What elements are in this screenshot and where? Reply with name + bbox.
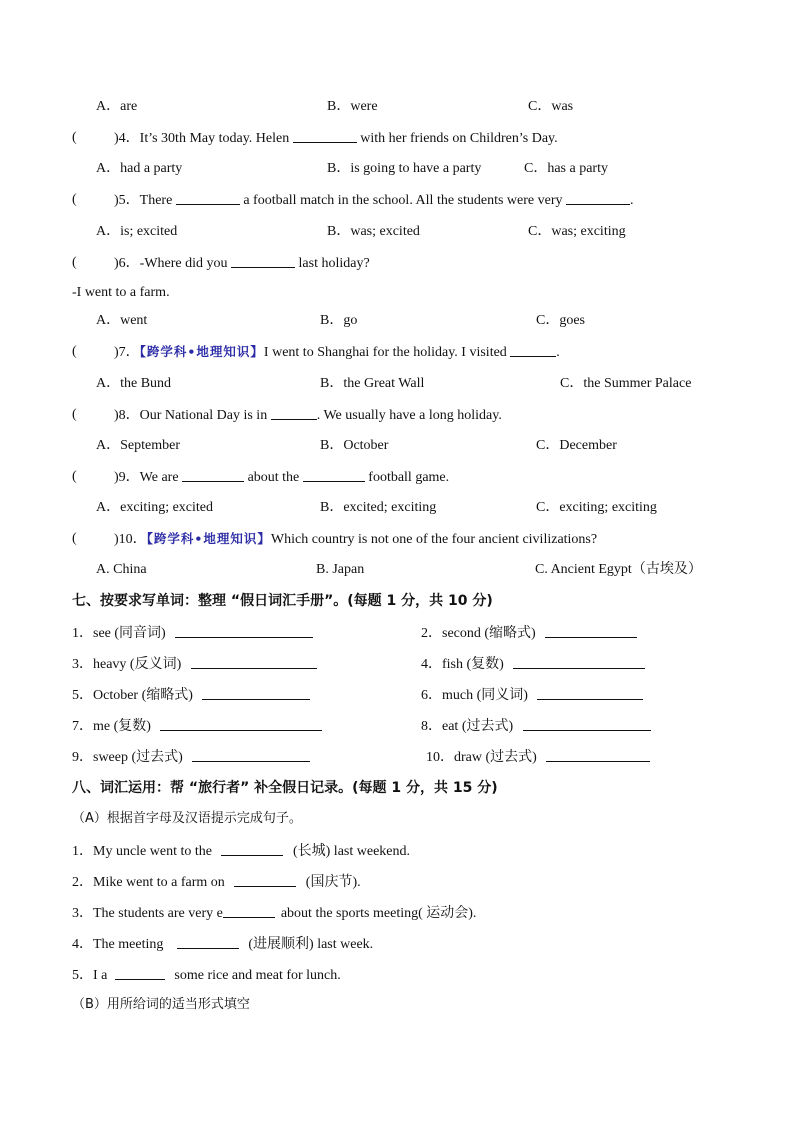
q10-option-c: C. Ancient Egypt（古埃及） [535,562,702,577]
question-8 [0,404,794,426]
q4-option-c: C．has a party [524,161,608,176]
section-title: 七、按要求写单词：整理 “假日词汇手册”。(每题 1 分，共 10 分) [72,593,493,609]
fill-item-5 [0,964,794,986]
vocab-row-4 [0,715,794,737]
q9-option-c: C．exciting; exciting [536,500,657,515]
answer-blank[interactable] [223,902,275,918]
part-a-instruction [0,808,794,830]
q3-options [0,96,794,118]
sentence-start: 3．The students are very e [72,906,223,921]
answer-blank[interactable] [537,684,643,700]
q9-stem-mid: about the [247,470,300,485]
fill-item-2 [0,871,794,893]
vocab-prompt: 3．heavy (反义词) [72,657,182,672]
fill-item-3 [0,902,794,924]
q5-option-c: C．was; exciting [528,224,626,239]
q5-stem: )5．There [114,193,173,208]
vocab-prompt: 5．October (缩略式) [72,688,193,703]
q5-option-a: A．is; excited [96,224,178,239]
q8-stem: )8．Our National Day is in [114,408,268,423]
answer-blank[interactable] [510,341,556,357]
q3-option-a: A．are [96,99,138,114]
q10-option-b: B. Japan [316,562,365,577]
q7-option-b: B．the Great Wall [320,376,425,391]
cross-subject-tag: 【跨学科•地理知识】 [139,344,264,359]
vocab-prompt: 6．much (同义词) [421,688,528,703]
q8-option-b: B．October [320,438,389,453]
q4-stem: )4．It’s 30th May today. Helen [114,131,290,146]
question-6 [0,252,794,274]
sentence-start: 2．Mike went to a farm on [72,875,225,890]
vocab-prompt: 2．second (缩略式) [421,626,536,641]
q9-stem-rest: football game. [368,470,450,485]
answer-bracket[interactable]: ( [72,469,77,484]
answer-blank[interactable] [177,933,239,949]
answer-blank[interactable] [231,252,295,268]
q7-options [0,373,794,395]
q5-stem-end: . [630,193,634,208]
q6-answer-line [0,282,794,304]
q8-options [0,435,794,457]
q6-dialogue-answer: -I went to a farm. [72,285,170,300]
vocab-prompt: 9．sweep (过去式) [72,750,183,765]
q6-option-b: B．go [320,313,358,328]
q6-option-a: A．went [96,313,148,328]
part-b-instruction [0,994,794,1016]
answer-blank[interactable] [234,871,296,887]
q10-option-a: A. China [96,562,147,577]
question-4 [0,127,794,149]
sentence-start: 5．I a [72,968,108,983]
instruction-text: （B）用所给词的适当形式填空 [72,997,250,1012]
sentence-end: (进展顺利) last week. [248,937,374,952]
q10-number: )10． [114,532,147,547]
sentence-end: about the sports meeting( 运动会). [280,906,477,921]
answer-blank[interactable] [202,684,310,700]
answer-bracket[interactable]: ( [72,344,77,359]
section-title: 八、词汇运用：帮 “旅行者” 补全假日记录。(每题 1 分，共 15 分) [72,780,498,796]
answer-blank[interactable] [566,189,630,205]
question-5 [0,189,794,211]
cross-subject-tag: 【跨学科•地理知识】 [146,531,271,546]
answer-blank[interactable] [303,466,365,482]
answer-bracket[interactable]: ( [72,192,77,207]
q5-option-b: B．was; excited [327,224,420,239]
q8-option-c: C．December [536,438,617,453]
answer-bracket[interactable]: ( [72,130,77,145]
answer-blank[interactable] [160,715,322,731]
q4-option-a: A．had a party [96,161,183,176]
vocab-prompt: 8．eat (过去式) [421,719,514,734]
vocab-prompt: 7．me (复数) [72,719,151,734]
answer-blank[interactable] [546,746,650,762]
answer-blank[interactable] [545,622,637,638]
instruction-text: （A）根据首字母及汉语提示完成句子。 [72,811,302,826]
vocab-prompt: 4．fish (复数) [421,657,504,672]
sentence-end: (长城) last weekend. [292,844,411,859]
q5-stem-mid: a football match in the school. All the students were very [243,193,563,208]
q10-stem: Which country is not one of the four ancient civilizations? [270,532,598,547]
answer-bracket[interactable]: ( [72,407,77,422]
sentence-end: (国庆节). [305,875,361,890]
answer-blank[interactable] [191,653,317,669]
answer-blank[interactable] [192,746,310,762]
vocab-row-2 [0,653,794,675]
answer-blank[interactable] [293,127,357,143]
q6-option-c: C．goes [536,313,585,328]
answer-blank[interactable] [523,715,651,731]
vocab-prompt: 1．see (同音词) [72,626,166,641]
q4-options [0,158,794,180]
fill-item-1 [0,840,794,862]
sentence-end: some rice and meat for lunch. [174,968,341,983]
q7-option-c: C．the Summer Palace [560,376,692,391]
q8-option-a: A．September [96,438,180,453]
answer-bracket[interactable]: ( [72,255,77,270]
sentence-start: 4．The meeting [72,937,164,952]
section-8-heading [0,777,794,799]
question-7 [0,341,794,363]
question-9 [0,466,794,488]
vocab-prompt: 10．draw (过去式) [426,750,537,765]
q9-option-a: A．exciting; excited [96,500,214,515]
answer-blank[interactable] [175,622,313,638]
q7-option-a: A．the Bund [96,376,172,391]
q8-stem-rest: . We usually have a long holiday. [316,408,502,423]
answer-blank[interactable] [176,189,240,205]
q5-options [0,221,794,243]
q4-stem-rest: with her friends on Children’s Day. [360,131,558,146]
section-7-heading [0,590,794,612]
answer-blank[interactable] [221,840,283,856]
q6-options [0,310,794,332]
q7-stem: I went to Shanghai for the holiday. I visited [263,345,507,360]
q10-options [0,559,794,581]
answer-blank[interactable] [182,466,244,482]
vocab-row-3 [0,684,794,706]
q6-stem-rest: last holiday? [298,256,370,271]
q6-stem: )6．-Where did you [114,256,228,271]
q9-options [0,497,794,519]
answer-bracket[interactable]: ( [72,531,77,546]
q3-option-b: B．were [327,99,378,114]
q7-stem-end: . [556,345,560,360]
answer-blank[interactable] [271,404,317,420]
q9-stem: )9．We are [114,470,179,485]
sentence-start: 1．My uncle went to the [72,844,212,859]
q7-number: )7． [114,345,140,360]
answer-blank[interactable] [513,653,645,669]
question-10 [0,528,794,550]
q3-option-c: C．was [528,99,574,114]
q9-option-b: B．excited; exciting [320,500,437,515]
vocab-row-1 [0,622,794,644]
fill-item-4 [0,933,794,955]
vocab-row-5 [0,746,794,768]
q4-option-b: B．is going to have a party [327,161,482,176]
answer-blank[interactable] [115,964,165,980]
